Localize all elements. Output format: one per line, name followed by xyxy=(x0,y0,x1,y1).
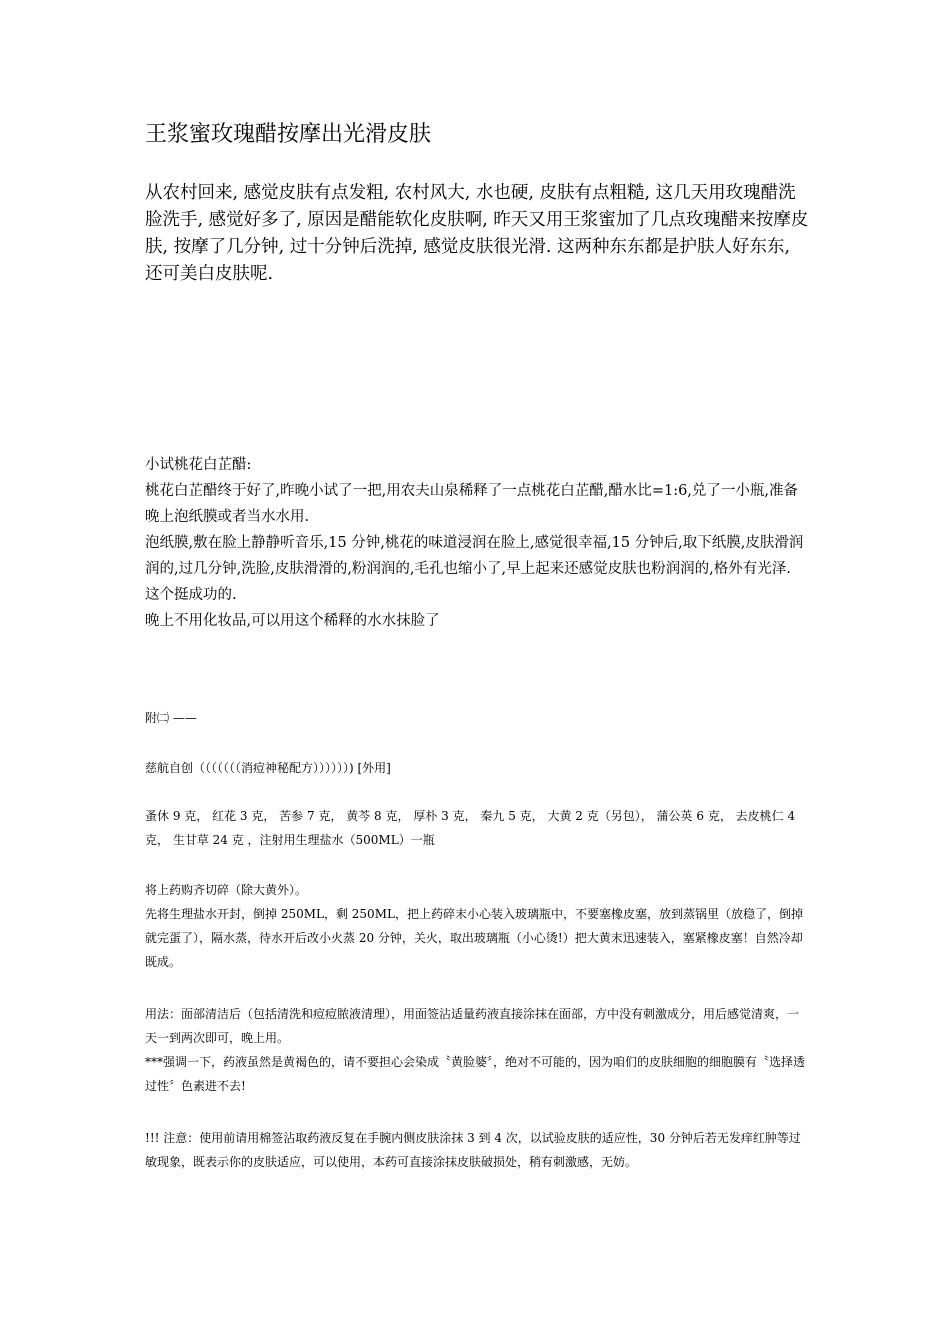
preparation-step-2: 先将生理盐水开封，倒掉 250ML，剩 250ML，把上药碎末小心装入玻璃瓶中，不要塞橡皮塞，放到蒸锅里（放稳了，倒掉就完蛋了），隔水蒸，待水开后改小火蒸 20 分钟，关火，取出玻璃瓶（小心烫!）把大黄末迅速装入，塞紧橡皮塞！自然冷却既成。 xyxy=(145,907,803,969)
trial-paragraph-4: 晚上不用化妆品,可以用这个稀释的水水抹脸了 xyxy=(145,613,440,629)
ingredients-list: 蚤休 9 克， 红花 3 克， 苦参 7 克， 黄芩 8 克， 厚朴 3 克， 秦九 5 克， 大黄 2 克（另包）， 蒲公英 6 克， 去皮桃仁 4 克， 生甘草 24 克 ，注射用生理盐水（500ML）一瓶 xyxy=(145,809,796,847)
trial-heading: 小试桃花白芷醋: xyxy=(145,457,252,473)
trial-paragraph-1: 桃花白芷醋终于好了,昨晚小试了一把,用农夫山泉稀释了一点桃花白芷醋,醋水比=1:6,兑了一小瓶,准备晚上泡纸膜或者当水水用. xyxy=(145,483,799,525)
intro-paragraph: 从农村回来, 感觉皮肤有点发粗, 农村风大, 水也硬, 皮肤有点粗糙, 这几天用玫瑰醋洗脸洗手, 感觉好多了, 原因是醋能软化皮肤啊, 昨天又用王浆蜜加了几点玫瑰醋来按摩皮肤, 按摩了几分钟, 过十分钟后洗掉, 感觉皮肤很光滑. 这两种东东都是护肤人好东东, 还可美白皮肤呢. xyxy=(145,183,809,284)
appendix-heading: 附㈡ —— xyxy=(145,711,197,725)
usage-paragraph-1: 用法：面部清洁后（包括清洗和痘痘脓液清理），用面签沾适量药液直接涂抹在面部，方中没有刺激成分，用后感觉清爽，一天一到两次即可，晚上用。 xyxy=(145,1007,800,1045)
preparation-section xyxy=(145,878,810,974)
usage-section xyxy=(145,1002,810,1098)
recipe-title: 慈航自创（（（（（（（消痘神秘配方））））））) [外用] xyxy=(145,761,391,775)
preparation-step-1: 将上药购齐切碎（除大黄外）。 xyxy=(145,883,308,897)
notice-paragraph: !!! 注意：使用前请用棉签沾取药液反复在手腕内侧皮肤涂抹 3 到 4 次，以试验皮肤的适应性，30 分钟后若无发痒红肿等过敏现象，既表示你的皮肤适应，可以使用，本药可直接涂抹皮肤破损处，稍有刺激感，无妨。 xyxy=(145,1131,801,1169)
trial-section xyxy=(145,452,810,634)
page-title: 王浆蜜玫瑰醋按摩出光滑皮肤 xyxy=(145,122,432,147)
usage-paragraph-2: ***强调一下，药液虽然是黄褐色的，请不要担心会染成〝黄脸婆〞，绝对不可能的，因为咱们的皮肤细胞的细胞膜有〝选择透过性〞色素进不去! xyxy=(145,1055,806,1093)
trial-paragraph-2: 泡纸膜,敷在脸上静静听音乐,15 分钟,桃花的味道浸润在脸上,感觉很幸福,15 分钟后,取下纸膜,皮肤滑润润的,过几分钟,洗脸,皮肤滑滑的,粉润润的,毛孔也缩小了,早上起来还感觉皮肤也粉润润的,格外有光泽. xyxy=(145,535,804,577)
trial-paragraph-3: 这个挺成功的. xyxy=(145,587,237,603)
